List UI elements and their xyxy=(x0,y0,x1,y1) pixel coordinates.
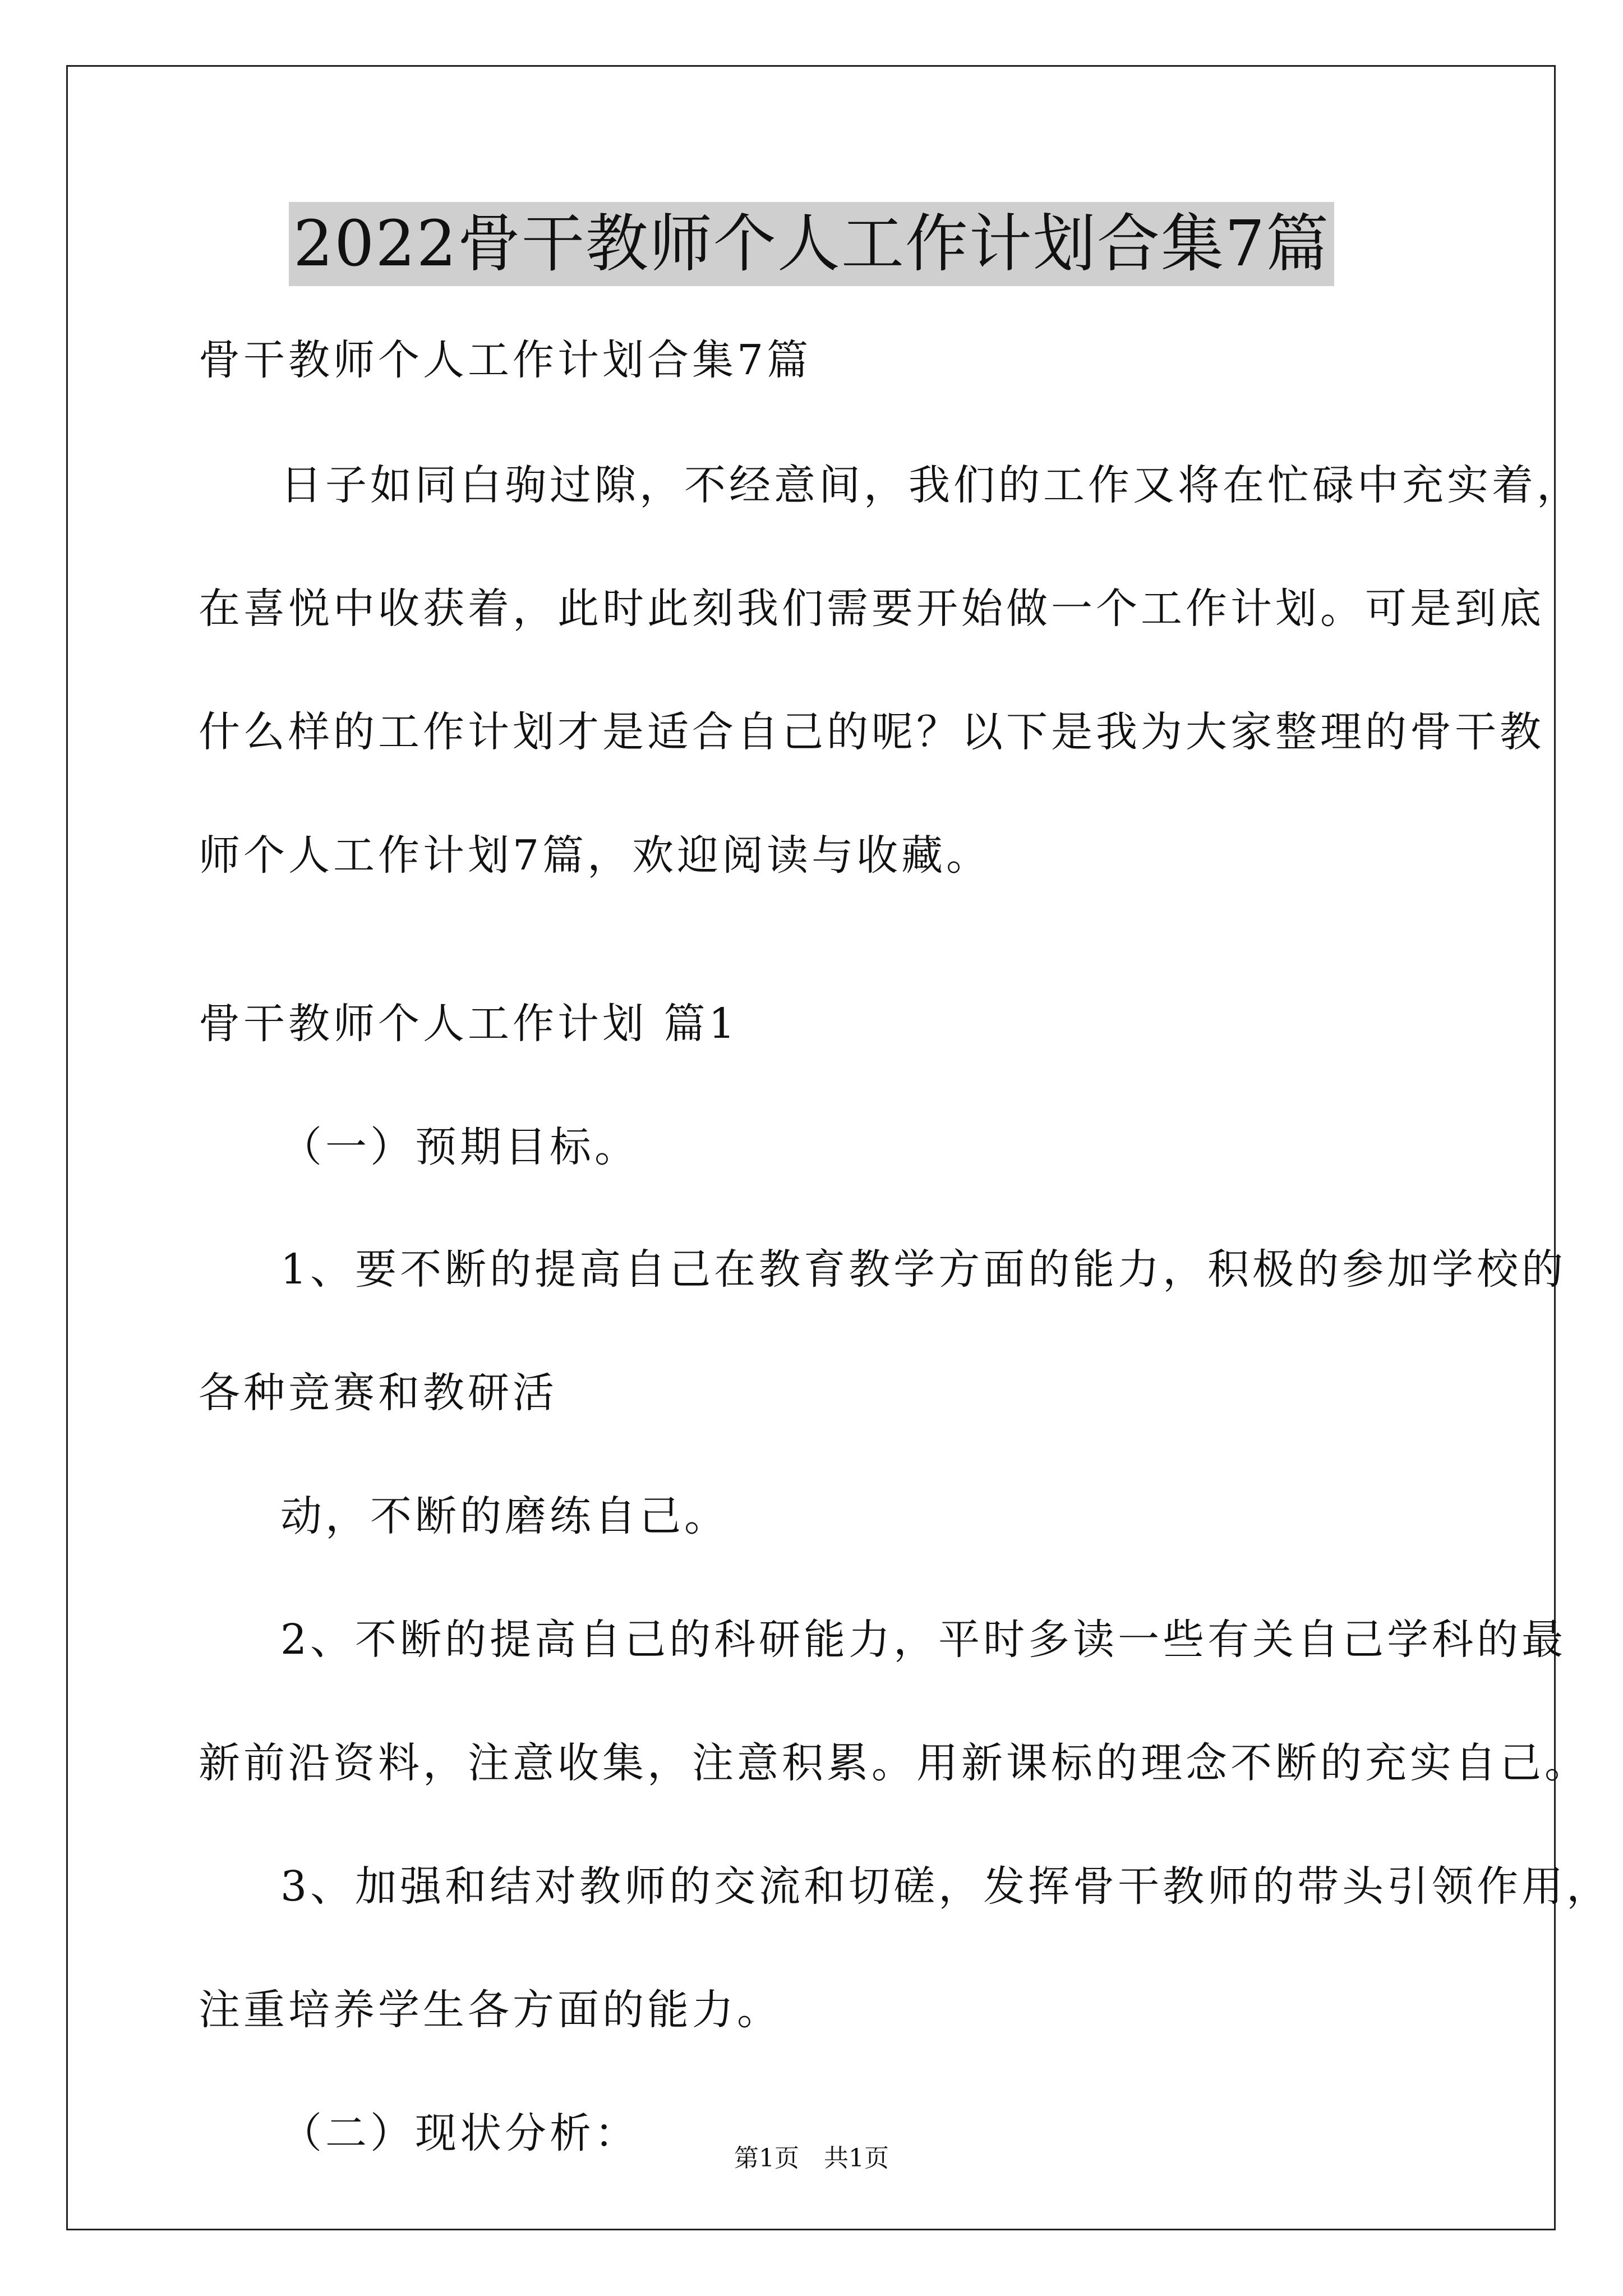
paragraph-line: 师个人工作计划7篇，欢迎阅读与收藏。 xyxy=(199,831,992,880)
paragraph-line: 什么样的工作计划才是适合自己的呢？以下是我为大家整理的骨干教 xyxy=(199,708,1544,756)
section-heading: 骨干教师个人工作计划 篇1 xyxy=(199,1000,739,1048)
paragraph-line: 日子如同白驹过隙，不经意间，我们的工作又将在忙碌中充实着， xyxy=(280,461,1581,509)
paragraph-line: 1、要不断的提高自己在教育教学方面的能力，积极的参加学校的 xyxy=(280,1245,1567,1294)
subtitle-line: 骨干教师个人工作计划合集7篇 xyxy=(199,336,812,384)
title-container xyxy=(0,202,1623,286)
paragraph-line: 各种竞赛和教研活 xyxy=(199,1369,557,1417)
paragraph-line: 3、加强和结对教师的交流和切磋，发挥骨干教师的带头引领作用， xyxy=(280,1862,1612,1911)
paragraph-line: （一）预期目标。 xyxy=(280,1123,639,1171)
paragraph-line: 2、不断的提高自己的科研能力，平时多读一些有关自己学科的最 xyxy=(280,1616,1567,1664)
paragraph-line: 在喜悦中收获着，此时此刻我们需要开始做一个工作计划。可是到底 xyxy=(199,585,1544,633)
document-title: 2022骨干教师个人工作计划合集7篇 xyxy=(289,202,1334,286)
page-footer: 第1页 共1页 xyxy=(734,2144,889,2173)
paragraph-line: 动，不断的磨练自己。 xyxy=(280,1492,729,1540)
paragraph-line: 注重培养学生各方面的能力。 xyxy=(199,1986,782,2034)
paragraph-line: 新前沿资料，注意收集，注意积累。用新课标的理念不断的充实自己。 xyxy=(199,1739,1589,1787)
paragraph-line: （二）现状分析： xyxy=(280,2109,639,2157)
